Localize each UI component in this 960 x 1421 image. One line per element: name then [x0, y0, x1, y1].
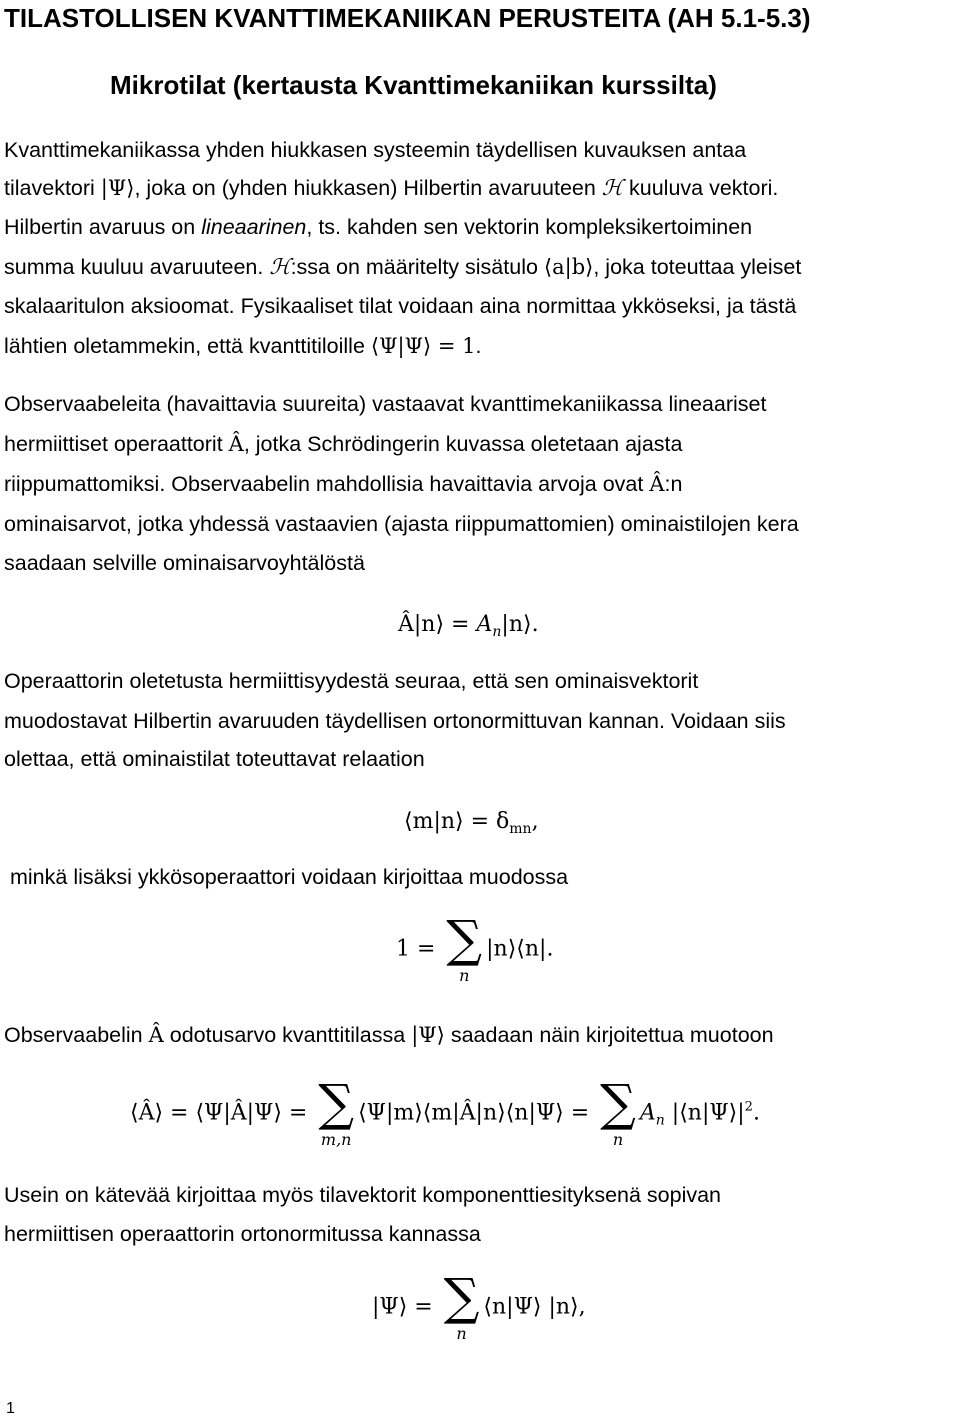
- text-line: tilavektori |Ψ⟩, joka on (yhden hiukkasen) Hilbertin avaruuteen ℋ kuuluva vektori.: [4, 176, 779, 201]
- math-inline: |Ψ⟩: [411, 1023, 445, 1047]
- text-line: hermiittisen operaattorin ortonormitussa kannassa: [4, 1222, 481, 1246]
- equation-completeness: 1 = ∑ n |n⟩⟨n|.: [396, 910, 554, 985]
- emphasis: lineaarinen: [201, 215, 307, 239]
- text-line: ominaisarvot, jotka yhdessä vastaavien (ajasta riippumattomien) ominaistilojen kera: [4, 512, 799, 536]
- text-line: Hilbertin avaruus on lineaarinen, ts. kahden sen vektorin kompleksikertoiminen: [4, 215, 753, 239]
- text-line: skalaaritulon aksioomat. Fysikaaliset tilat voidaan aina normittaa ykköseksi, ja tästä: [4, 294, 797, 318]
- text-line: hermiittiset operaattorit Â, jotka Schrödingerin kuvassa oletetaan ajasta: [4, 432, 683, 456]
- sum-symbol: ∑ n: [443, 1268, 480, 1343]
- text-line: Observaabelin Â odotusarvo kvanttitilassa |Ψ⟩ saadaan näin kirjoitettua muotoon: [4, 1023, 774, 1047]
- text-line: muodostavat Hilbertin avaruuden täydellisen ortonormittuvan kannan. Voidaan siis: [4, 709, 786, 733]
- sum-symbol: ∑ n: [446, 910, 483, 985]
- sum-symbol: ∑ m,n: [318, 1074, 355, 1149]
- text-line: olettaa, että ominaistilat toteuttavat relaation: [4, 747, 425, 771]
- math-inline: Â: [649, 472, 665, 496]
- math-inline: Â: [148, 1023, 164, 1047]
- page-number: 1: [6, 1400, 15, 1417]
- text-line: minkä lisäksi ykkösoperaattori voidaan kirjoittaa muodossa: [10, 865, 569, 889]
- text-line: summa kuuluu avaruuteen. ℋ:ssa on määritelty sisätulo ⟨a|b⟩, joka toteuttaa yleiset: [4, 255, 802, 280]
- math-inline: Â: [228, 432, 244, 456]
- equation-state-expansion: |Ψ⟩ = ∑ n ⟨n|Ψ⟩ |n⟩,: [372, 1268, 586, 1343]
- math-inline: ⟨a|b⟩: [543, 255, 594, 279]
- equation-orthonormality: ⟨m|n⟩ = $\delta_{mn}$,: [404, 809, 539, 837]
- math-inline: ⟨Ψ|Ψ⟩ = 1: [370, 334, 476, 358]
- math-inline: ℋ: [601, 176, 624, 201]
- text-line: riippumattomiksi. Observaabelin mahdollisia havaittavia arvoja ovat Â:n: [4, 472, 683, 496]
- text-line: Operaattorin oletetusta hermiittisyydestä seuraa, että sen ominaisvektorit: [4, 669, 699, 693]
- text-line: Usein on kätevää kirjoittaa myös tilavektorit komponenttiesityksenä sopivan: [4, 1183, 722, 1207]
- text-line: Observaabeleita (havaittavia suureita) vastaavat kvanttimekaniikassa lineaariset: [4, 392, 767, 416]
- math-inline: |Ψ⟩: [100, 176, 135, 200]
- text-line: Kvanttimekaniikassa yhden hiukkasen systeemin täydellisen kuvauksen antaa: [4, 138, 747, 162]
- math-inline: ℋ: [269, 255, 291, 280]
- text-line: lähtien oletammekin, että kvanttitiloille ⟨Ψ|Ψ⟩ = 1.: [4, 334, 482, 358]
- text-line: saadaan selville ominaisarvoyhtälöstä: [4, 551, 365, 575]
- document-title: TILASTOLLISEN KVANTTIMEKANIIKAN PERUSTEITA (AH 5.1-5.3): [4, 3, 811, 33]
- equation-expectation-value: ⟨Â⟩ = ⟨Ψ|Â|Ψ⟩ = ∑ m,n ⟨Ψ|m⟩⟨m|Â|n⟩⟨n|Ψ⟩ = ∑ n $A_n$ $|⟨n|\Psi⟩|^2$.: [130, 1074, 760, 1149]
- section-heading: Mikrotilat (kertausta Kvanttimekaniikan kurssilta): [110, 70, 717, 100]
- sum-symbol: ∑ n: [600, 1074, 636, 1149]
- equation-eigenvalue: Â|n⟩ = $A_n|n⟩$.: [398, 612, 539, 640]
